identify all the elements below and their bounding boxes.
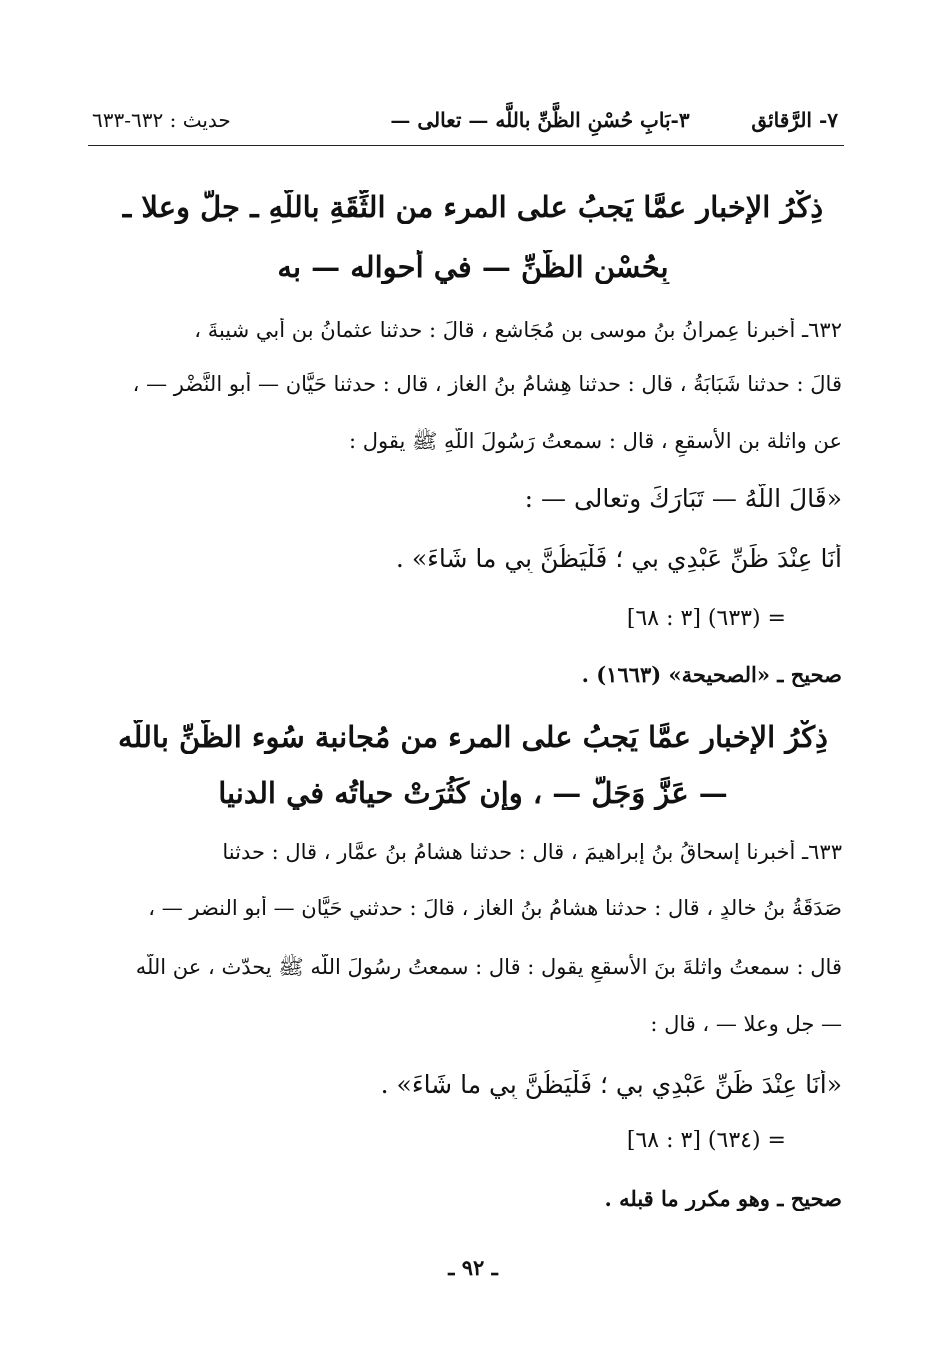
isnad-line: عن واثلة بن الأسقعِ ، قال : سمعتُ رَسُولَ اللَّهِ ﷺ يقول :	[348, 429, 842, 453]
section-title: ذِكْرُ الإخبار عمَّا يَجبُ على المرء من مُجانبة سُوء الظَّنِّ باللَّه	[118, 720, 828, 754]
section-title: ذِكْرُ الإخبارِ عمَّا يَجبُ على المرء من الثِّقَةِ باللَّهِ ـ جلَّ وعلا ـ	[122, 190, 824, 224]
isnad-line: قال : سمعتُ واثلةَ بنَ الأسقعِ يقول : قال : سمعتُ رسُولَ اللَّه ﷺ يحدّث ، عن اللَّه	[135, 955, 842, 979]
running-header-chapter: ٧- الرَّقائق	[751, 108, 838, 132]
isnad-line: صَدَقَةُ بنُ خالدٍ ، قال : حدثنا هشامُ بنُ الغاز ، قالَ : حدثني حَيَّان — أبو النضر — ،	[148, 896, 842, 920]
hadith-grade: صحيح ـ «الصحيحة» (١٦٦٣) .	[581, 662, 842, 687]
hadith-text: «أَنَا عِنْدَ ظَنِّ عَبْدِي بي ؛ فَلْيَظُنَّ بِي ما شَاءَ» .	[380, 1070, 842, 1099]
hadith-text: «قَالَ اللَّهُ — تَبَارَكَ وتعالى — :	[524, 484, 842, 513]
isnad-line: ٦٣٢ـ أخبرنا عِمرانُ بنُ موسى بن مُجَاشع ، قالَ : حدثنا عثمانُ بن أبي شيبةَ ،	[194, 318, 842, 342]
cross-reference: = (٦٣٣) [٣ : ٦٨]	[626, 606, 786, 631]
section-title: بِحُسْنِ الظَّنِّ — في أحواله — به	[277, 250, 669, 284]
isnad-line: ٦٣٣ـ أخبرنا إسحاقُ بنُ إبراهيمَ ، قال : حدثنا هشامُ بنُ عمَّار ، قال : حدثنا	[222, 840, 842, 864]
running-header-section: ٣-بَابِ حُسْنِ الظَّنِّ باللَّه — تعالى —	[390, 108, 690, 132]
page-number: ـ ٩٢ ـ	[448, 1255, 498, 1280]
running-header-hadith-range: حديث : ٦٣٢-٦٣٣	[92, 108, 231, 132]
section-title: — عَزَّ وَجَلَّ — ، وإن كَثُرَتْ حياتُه في الدنيا	[218, 776, 728, 810]
cross-reference: = (٦٣٤) [٣ : ٦٨]	[626, 1128, 786, 1153]
isnad-line: قالَ : حدثنا شَبَابَةُ ، قال : حدثنا هِشامُ بنُ الغاز ، قال : حدثنا حَيَّان — أبو النَّضْر — ،	[132, 372, 842, 396]
hadith-text: أَنَا عِنْدَ ظَنِّ عَبْدِي بي ؛ فَلْيَظُنَّ بِي ما شَاءَ» .	[395, 544, 842, 573]
hadith-grade: صحيح ـ وهو مكرر ما قبله .	[604, 1186, 842, 1211]
header-rule	[88, 145, 844, 146]
isnad-line: — جل وعلا — ، قال :	[650, 1012, 842, 1036]
